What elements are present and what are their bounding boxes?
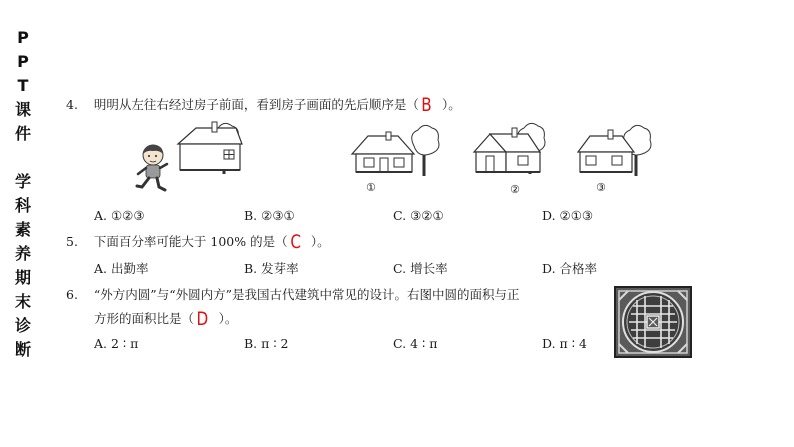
question-text: 下面百分率可能大于 100% 的是（ xyxy=(93,234,288,249)
side-char: 养 xyxy=(14,244,31,263)
house-view-0 xyxy=(176,118,246,176)
side-char: 末 xyxy=(14,292,31,311)
answer-mark: D xyxy=(196,308,209,330)
side-char: P xyxy=(17,28,29,47)
picture-label-1: ① xyxy=(366,181,376,194)
question-number: 4. xyxy=(66,97,78,112)
question-number: 5. xyxy=(66,234,78,249)
question-6 xyxy=(66,285,520,303)
side-char: 学 xyxy=(14,172,31,191)
question-text-end: ）。 xyxy=(310,234,330,249)
side-char: 断 xyxy=(14,340,31,359)
house-view-1 xyxy=(346,124,436,180)
house-view-3 xyxy=(576,124,652,182)
question-text-end: ）。 xyxy=(218,311,238,326)
answer-mark: B xyxy=(421,94,432,116)
option-b: B. ②③① xyxy=(244,208,295,223)
question-text: 明明从左往右经过房子前面，看到房子画面的先后顺序是（ xyxy=(93,97,419,112)
question-6-line2 xyxy=(94,308,237,330)
option-c: C. 增长率 xyxy=(393,261,448,276)
option-a: A. ①②③ xyxy=(94,208,145,223)
side-char: 期 xyxy=(14,268,31,287)
picture-label-2: ② xyxy=(510,183,520,196)
side-char: 课 xyxy=(14,100,31,119)
picture-label-3: ③ xyxy=(596,181,606,194)
option-d: D. 合格率 xyxy=(542,261,598,276)
option-b: B. π ∶ 2 xyxy=(244,336,289,351)
side-char: 科 xyxy=(14,196,31,215)
option-a: A. 2 ∶ π xyxy=(94,336,139,351)
side-char: 素 xyxy=(14,220,31,239)
question-4 xyxy=(66,94,461,116)
option-d: D. ②①③ xyxy=(542,208,594,223)
running-boy-illustration xyxy=(133,142,173,194)
question-text: 方形的面积比是（ xyxy=(94,311,195,326)
question-text-line1: “外方内圆”与“外圆内方”是我国古代建筑中常见的设计。右图中圆的面积与正 xyxy=(93,287,520,302)
side-char: 件 xyxy=(14,124,31,143)
side-char: 诊 xyxy=(14,316,31,335)
question-text-end: ）。 xyxy=(441,97,461,112)
option-b: B. 发芽率 xyxy=(244,261,299,276)
side-char: P xyxy=(17,52,29,71)
option-d: D. π ∶ 4 xyxy=(542,336,587,351)
window-lattice-illustration xyxy=(614,286,692,358)
option-c: C. 4 ∶ π xyxy=(393,336,438,351)
option-c: C. ③②① xyxy=(393,208,444,223)
side-title xyxy=(12,26,34,362)
question-number: 6. xyxy=(66,287,78,302)
answer-mark: C xyxy=(289,231,301,253)
house-view-2 xyxy=(472,124,552,182)
option-a: A. 出勤率 xyxy=(94,261,149,276)
question-5 xyxy=(66,231,330,253)
side-char: T xyxy=(17,76,29,95)
